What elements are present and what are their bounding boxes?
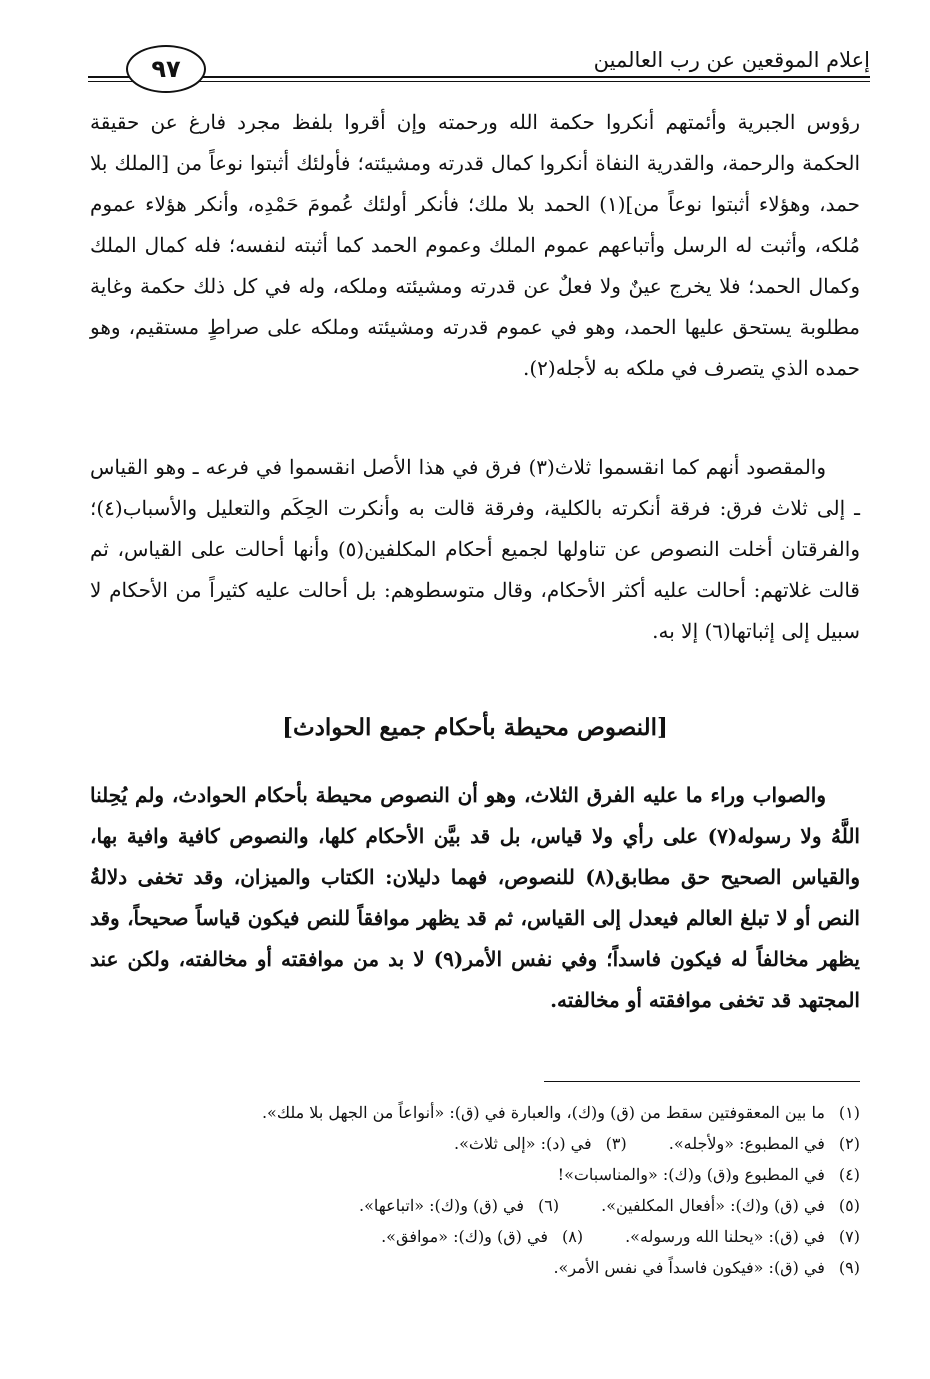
page-number: ٩٧ (126, 45, 206, 93)
footnote-1 (262, 1097, 860, 1128)
footnote-text: في (ق) و(ك): «أفعال المكلفين». (601, 1196, 825, 1215)
footnote-number: (٨) (561, 1227, 584, 1246)
footnote-text: في (ق): «يحلنا الله ورسوله». (625, 1227, 825, 1246)
footnote-separator (544, 1081, 860, 1082)
footnote-6 (359, 1190, 559, 1221)
footnote-text: في المطبوع: «ولأجله». (668, 1134, 825, 1153)
footnote-row (90, 1252, 860, 1283)
header-title: إعلام الموقعين عن رب العالمين (593, 48, 870, 72)
paragraph-3: والصواب وراء ما عليه الفرق الثلاث، وهو أن النصوص محيطة بأحكام الحوادث، ولم يُحِلنا اللَّهُ ولا رسوله(٧) على رأي ولا قياس، بل قد بيَّن الأحكام كلها، والنصوص كافية وافية بها، والقياس الصحيح حق مطابق(٨) للنصوص، فهما دليلان: الكتاب والميزان، وقد تخفى دلالةُ النص أو لا تبلغ العالم فيعدل إلى القياس، ثم قد يظهر موافقاً للنص فيكون قياساً صحيحاً، وقد يظهر مخالفاً له فيكون فاسداً؛ وفي نفس الأمر(٩) لا بد من موافقته أو مخالفته، ولكن عند المجتهد قد تخفى موافقته أو مخالفته. (90, 783, 860, 1012)
footnote-number: (٢) (838, 1134, 860, 1153)
footnote-number: (٥) (838, 1196, 860, 1215)
footnote-text: في (ق): «فيكون فاسداً في نفس الأمر». (553, 1258, 825, 1277)
footnote-number: (١) (838, 1103, 860, 1122)
footnote-text: في (د): «إلى ثلاث». (454, 1134, 592, 1153)
footnote-5 (601, 1190, 860, 1221)
footnote-row (90, 1128, 860, 1159)
footnote-3 (454, 1128, 627, 1159)
paragraph-2: والمقصود أنهم كما انقسموا ثلاث(٣) فرق في هذا الأصل انقسموا في فرعه ـ وهو القياس ـ إلى ثلاث فرق: فرقة أنكرته بالكلية، وفرقة قالت به وأنكرت الحِكَم والتعليل والأسباب(٤)؛ والفرقتان أخلت النصوص عن تناولها لجميع أحكام المكلفين(٥) وأنها أحالت على القياس، ثم قالت غلاتهم: أحالت عليه أكثر الأحكام، وقال متوسطوهم: بل أحالت عليه كثيراً من الأحكام لا سبيل إلى إثباتها(٦) إلا به. (90, 455, 860, 643)
footnote-9 (553, 1252, 860, 1283)
header-rule-thin (88, 81, 870, 82)
footnotes (90, 1097, 860, 1283)
footnote-row (90, 1159, 860, 1190)
footnote-text: ما بين المعقوفتين سقط من (ق) و(ك)، والعبارة في (ق): «أنواعاً من الجهل بلا ملك». (261, 1103, 825, 1122)
footnote-number: (٧) (838, 1227, 860, 1246)
footnote-row (90, 1190, 860, 1221)
footnote-row (90, 1097, 860, 1128)
footnote-number: (٦) (538, 1196, 560, 1215)
section-heading: [النصوص محيطة بأحكام جميع الحوادث] (282, 714, 668, 741)
footnote-8 (381, 1221, 583, 1252)
footnote-number: (٣) (605, 1134, 627, 1153)
paragraph-1: رؤوس الجبرية وأئمتهم أنكروا حكمة الله ورحمته وإن أقروا بلفظ مجرد فارغ عن حقيقة الحكمة والرحمة، والقدرية النفاة أنكروا كمال قدرته ومشيئته؛ فأولئك أثبتوا نوعاً من [الملك بلا حمد، وهؤلاء أثبتوا نوعاً من](١) الحمد بلا ملك؛ فأنكر أولئك عُمومَ حَمْدِه، وأنكر هؤلاء عموم مُلكه، وأثبت له الرسل وأتباعهم عموم الملك وعموم الحمد كما أثبته لنفسه؛ فله كمال الملك وكمال الحمد؛ فلا يخرج عينٌ ولا فعلٌ عن قدرته ومشيئته وملكه، وله في كل ذلك حكمة وغاية مطلوبة يستحق عليها الحمد، وهو في عموم قدرته ومشيئته وملكه على صراطٍ مستقيم، وهو حمده الذي يتصرف في ملكه به لأجله(٢). (90, 110, 861, 380)
running-header (88, 40, 870, 95)
footnote-number: (٩) (838, 1258, 860, 1277)
footnote-number: (٤) (838, 1165, 860, 1184)
footnote-text: في (ق) و(ك): «موافق». (381, 1227, 548, 1246)
footnote-text: في (ق) و(ك): «اتباعها». (359, 1196, 525, 1215)
footnote-7 (625, 1221, 860, 1252)
footnote-4 (558, 1159, 860, 1190)
footnote-row (90, 1221, 860, 1252)
footnote-2 (669, 1128, 860, 1159)
header-rule (88, 76, 870, 78)
footnote-text: في المطبوع و(ق) و(ك): «والمناسبات»! (557, 1165, 825, 1184)
